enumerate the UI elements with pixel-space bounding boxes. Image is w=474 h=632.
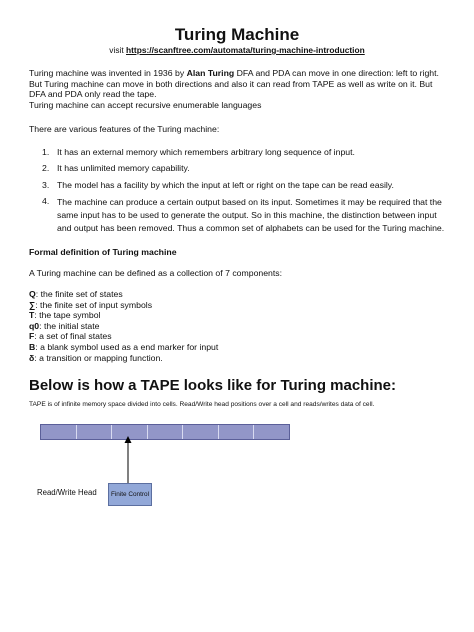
tape-description: TAPE is of infinite memory space divided into cells. Read/Write head positions over a cell and reads/writes data of cell. <box>29 401 375 408</box>
component-item: F: a set of final states <box>29 331 112 342</box>
formal-intro: A Turing machine can be defined as a collection of 7 components: <box>29 268 283 278</box>
intro-paragraph <box>29 68 449 110</box>
head-arrow-icon <box>120 436 136 486</box>
intro-line-2: But Turing machine can move in both directions and also it can read from TAPE as well as write on it. But <box>29 78 433 89</box>
page-title: Turing Machine <box>174 25 300 44</box>
tape-cell <box>183 425 219 439</box>
finite-control-box: Finite Control <box>108 483 152 506</box>
tape-cell <box>219 425 255 439</box>
inventor-name: Alan Turing <box>186 68 235 78</box>
components-list <box>29 289 449 363</box>
component-item: Q: the finite set of states <box>29 289 123 299</box>
tape-heading: Below is how a TAPE looks like for Turing machine: <box>29 377 397 394</box>
tape-cell <box>41 425 77 439</box>
component-item: ∑: the finite set of input symbols <box>29 299 153 310</box>
intro-line-1: Turing machine was invented in 1936 by Alan Turing DFA and PDA can move in one direction: left to right. <box>29 68 439 78</box>
tape-cell <box>148 425 184 439</box>
tape-cell <box>77 425 113 439</box>
formal-heading: Formal definition of Turing machine <box>29 247 177 257</box>
component-item: δ: a transition or mapping function. <box>29 352 163 363</box>
intro-line-3: DFA and PDA only read the tape. <box>29 89 157 100</box>
component-item: q0: the initial state <box>29 320 100 331</box>
tape-diagram <box>40 424 290 440</box>
visit-line <box>0 45 474 55</box>
tape-cell <box>254 425 289 439</box>
component-item: B: a blank symbol used as a end marker for input <box>29 341 219 352</box>
source-link[interactable]: https://scanftree.com/automata/turing-machine-introduction <box>126 45 365 55</box>
visit-prefix: visit <box>109 45 127 55</box>
features-heading: There are various features of the Turing machine: <box>29 124 220 134</box>
read-write-head-label: Read/Write Head <box>37 488 97 497</box>
component-item: T: the tape symbol <box>29 310 101 321</box>
document-page: Turing Machine visit https://scanftree.com/automata/turing-machine-introduction Turing machine was invented in 1936 by Alan Turing DFA and PDA can move in one direction: left to right. But Turing machine can move in both directions and also it can read from TAPE as well as write on it. But DFA and PDA only read the tape. Turing machine can accept recursive enumerable languages There are various features of the Turing machine: 1. It has an external memory which remembers arbitrary long sequence of input. 2. It has unlimited memory capability. 3. The model has a facility by which the input at left or right on the tape can be read easily. 4. The machine can produce a certain output based on its input. Sometimes it may be required that the same input has to be used to generate the output. So in this machine, the distinction between input and output has been removed. Thus a common set of alphabets can be used for the Turing machine. Formal definition of Turing machine A Turing machine can be defined as a collection of 7 components: Q: the finite set of states ∑: the finite set of input symbols T: the tape symbol q0: the initial state F: a set of final states B: a blank symbol used as a end marker for input δ: a transition or mapping function. Below is how a TAPE looks like for Turing machine: TAPE is of infinite memory space divided into cells. Read/Write head positions over a cell and reads/writes data of cell. Read/Write Head Finite Control <box>0 0 474 632</box>
intro-line-4: Turing machine can accept recursive enumerable languages <box>29 99 262 110</box>
